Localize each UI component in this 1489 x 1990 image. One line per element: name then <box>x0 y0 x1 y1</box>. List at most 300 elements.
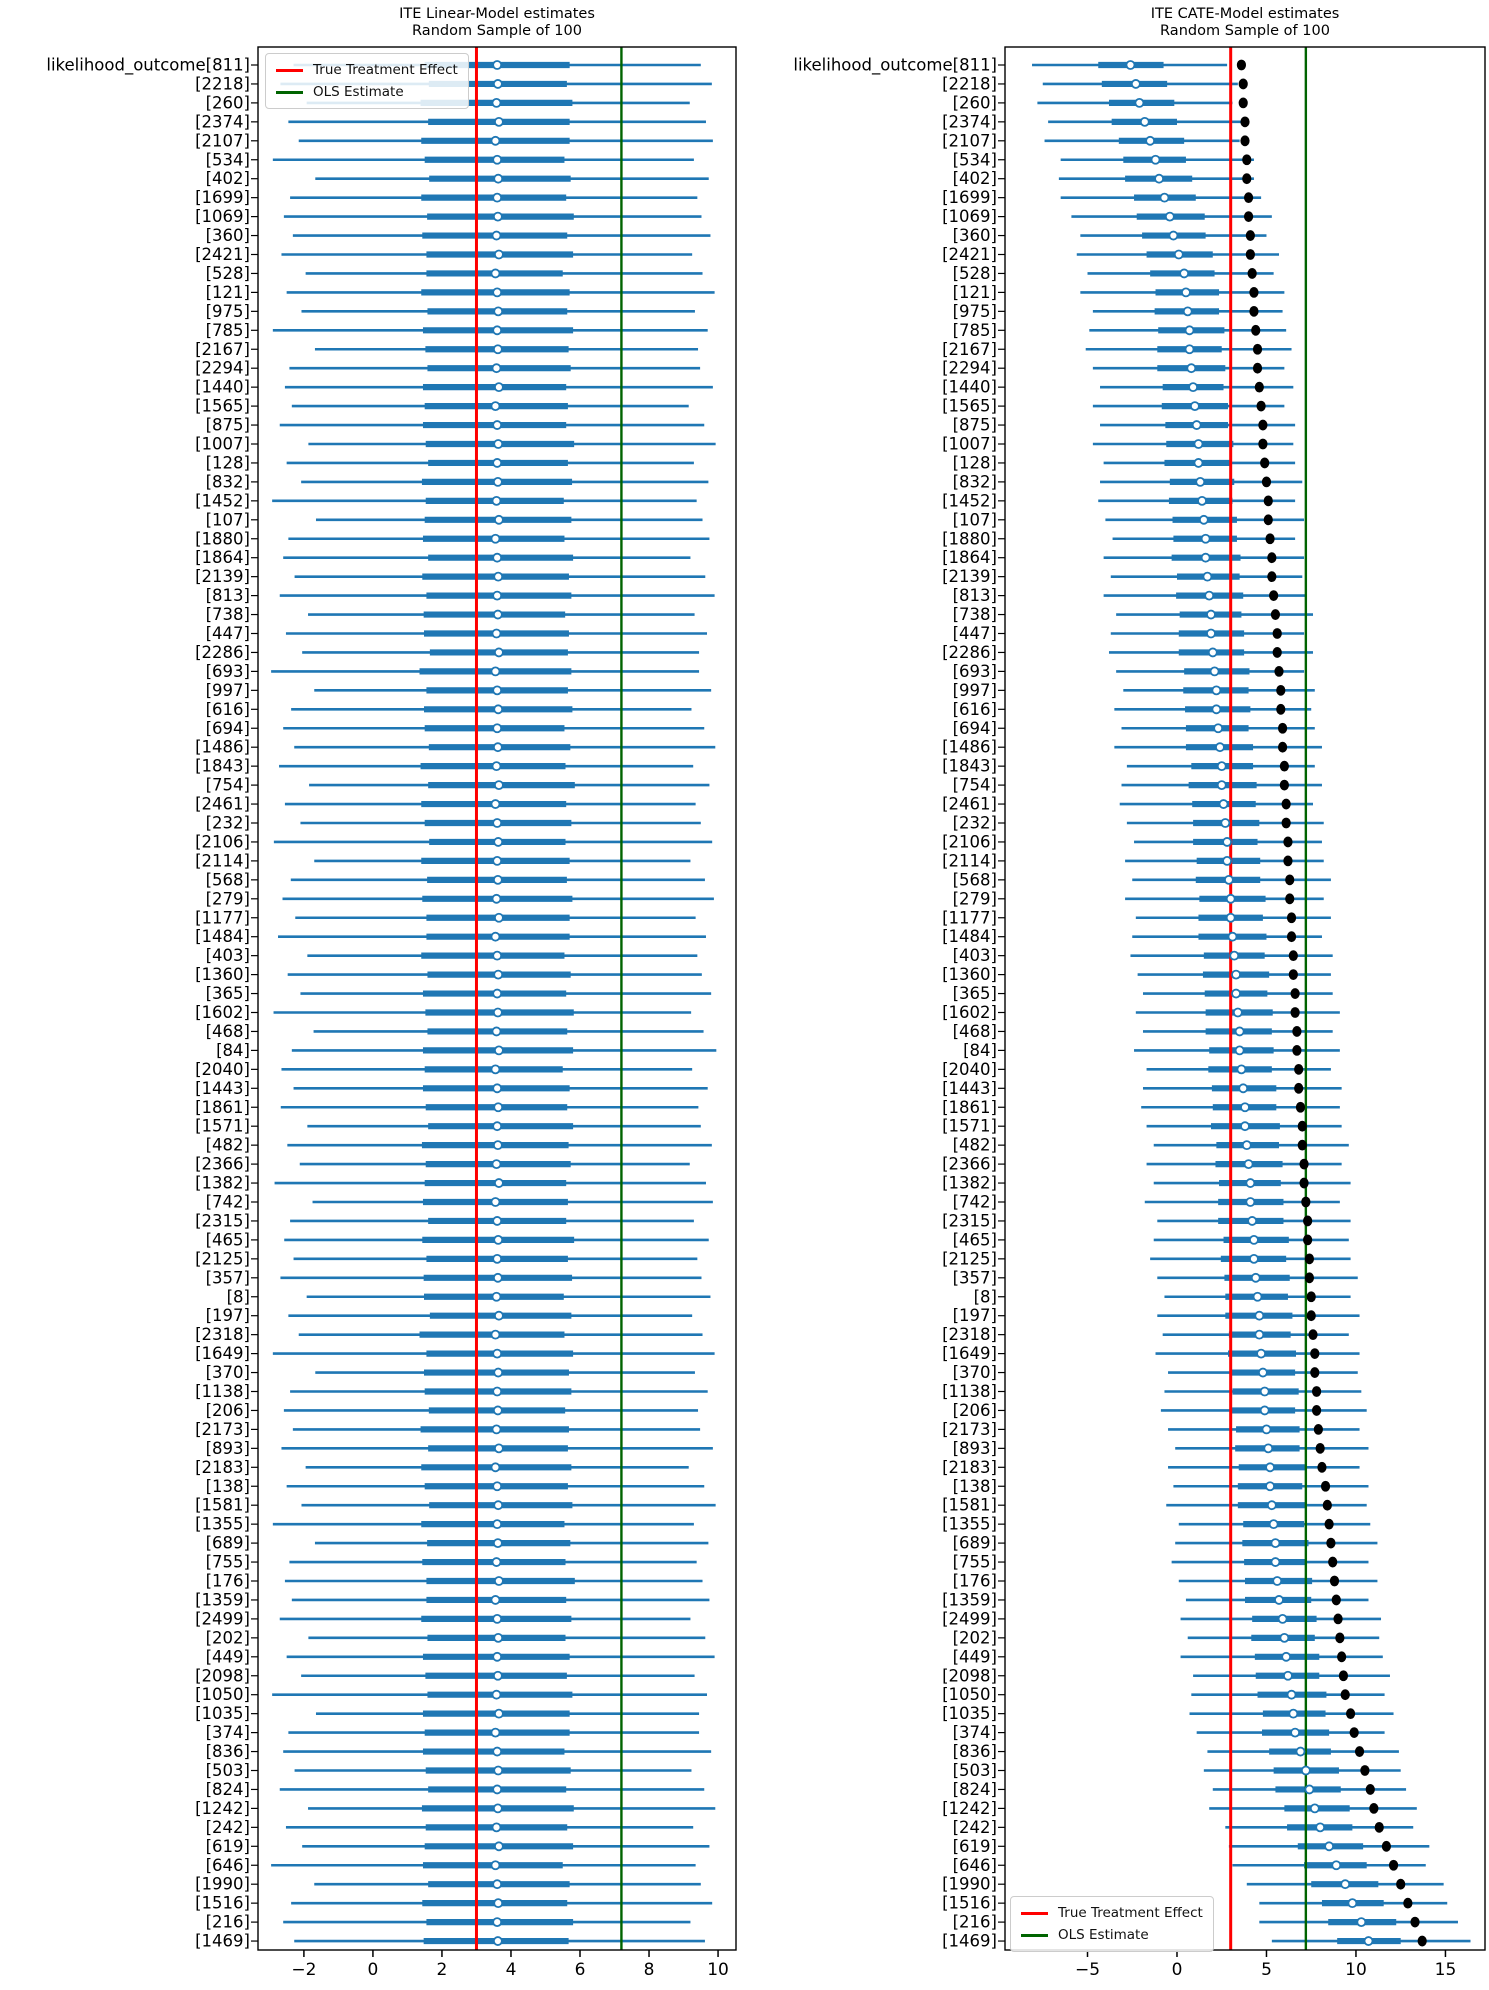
true-ite-dot <box>1291 988 1300 999</box>
true-ite-dot <box>1308 1329 1317 1340</box>
row-label: [836] <box>952 1742 997 1762</box>
true-ite-dot <box>1242 173 1251 184</box>
row-label: [755] <box>205 1552 250 1572</box>
row-label: [2499] <box>942 1609 997 1629</box>
row-label: [1602] <box>942 1003 997 1022</box>
x-tick-label: 8 <box>643 1960 655 1980</box>
row-label: [370] <box>205 1363 250 1383</box>
true-ite-dot <box>1325 1519 1334 1530</box>
row-label: [2114] <box>195 851 250 871</box>
estimate-marker <box>494 1767 502 1775</box>
row-label: [975] <box>952 301 997 321</box>
row-label: [785] <box>205 320 250 340</box>
estimate-marker <box>1357 1918 1365 1926</box>
row-label: [1699] <box>195 188 250 208</box>
true-ite-dot <box>1273 628 1282 639</box>
true-ite-dot <box>1267 571 1276 582</box>
row-label: [893] <box>205 1438 250 1458</box>
true-ite-dot <box>1242 154 1251 165</box>
estimate-marker <box>1186 345 1194 353</box>
row-label: [528] <box>205 263 250 283</box>
true-effect-line-swatch <box>1021 1912 1048 1915</box>
true-ite-dot <box>1271 609 1280 620</box>
true-ite-dot <box>1332 1595 1341 1606</box>
row-label: [1138] <box>942 1382 997 1401</box>
estimate-marker <box>492 1558 500 1566</box>
row-label: [2040] <box>195 1059 250 1079</box>
estimate-marker <box>1305 1785 1313 1793</box>
true-ite-dot <box>1239 79 1248 90</box>
row-label: [468] <box>205 1021 250 1041</box>
right-chart-title-line2: Random Sample of 100 <box>1160 22 1330 39</box>
true-ite-dot <box>1346 1708 1355 1719</box>
row-label: [2315] <box>942 1211 997 1231</box>
estimate-marker <box>491 1331 499 1339</box>
estimate-marker <box>493 1880 501 1888</box>
estimate-marker <box>493 459 501 467</box>
row-label: [465] <box>205 1230 250 1250</box>
row-label: [403] <box>205 946 250 966</box>
row-label: [1571] <box>195 1116 250 1136</box>
row-label: [534] <box>205 150 250 170</box>
true-ite-dot <box>1274 666 1283 677</box>
true-ite-dot <box>1285 874 1294 885</box>
row-label: [232] <box>205 813 250 833</box>
row-label: [1516] <box>942 1893 997 1913</box>
estimate-marker <box>493 1388 501 1396</box>
true-ite-dot <box>1257 401 1266 412</box>
row-label: [1602] <box>195 1003 250 1022</box>
x-tick-label: 15 <box>1434 1960 1457 1980</box>
row-label: [568] <box>205 870 250 890</box>
row-label: [2139] <box>195 567 250 587</box>
row-label: [1699] <box>942 188 997 208</box>
estimate-marker <box>1218 762 1226 770</box>
row-label: [2107] <box>195 131 250 151</box>
true-ite-dot <box>1249 306 1258 317</box>
estimate-marker <box>495 648 503 656</box>
row-label: [619] <box>952 1836 997 1856</box>
estimate-marker <box>1180 269 1188 277</box>
estimate-marker <box>1227 914 1235 922</box>
estimate-marker <box>494 971 502 979</box>
estimate-marker <box>494 80 502 88</box>
row-label: [2315] <box>195 1211 250 1231</box>
estimate-marker <box>491 1198 499 1206</box>
estimate-marker <box>494 876 502 884</box>
row-label: [1990] <box>195 1874 250 1894</box>
legend-label-ols: OLS Estimate <box>1058 1927 1149 1943</box>
row-label: [1035] <box>195 1704 250 1724</box>
estimate-marker <box>1266 1463 1274 1471</box>
estimate-marker <box>1225 876 1233 884</box>
estimate-marker <box>491 800 499 808</box>
estimate-marker <box>495 1444 503 1452</box>
row-label: [128] <box>205 453 250 473</box>
row-label: [242] <box>952 1817 997 1837</box>
row-label: [2125] <box>942 1249 997 1269</box>
estimate-marker <box>494 743 502 751</box>
estimate-marker <box>1207 630 1215 638</box>
estimate-marker <box>493 1520 501 1528</box>
estimate-marker <box>494 478 502 486</box>
estimate-marker <box>494 1899 502 1907</box>
row-label: [1516] <box>195 1893 250 1913</box>
true-ite-dot <box>1287 931 1296 942</box>
true-ite-dot <box>1292 1026 1301 1037</box>
estimate-marker <box>1202 535 1210 543</box>
row-label: [403] <box>952 946 997 966</box>
row-label: [2218] <box>195 74 250 94</box>
true-ite-dot <box>1314 1424 1323 1435</box>
estimate-marker <box>492 497 500 505</box>
estimate-marker <box>1169 232 1177 240</box>
estimate-marker <box>1268 1501 1276 1509</box>
x-tick-label: 10 <box>1345 1960 1367 1980</box>
row-label: [1007] <box>195 434 250 454</box>
row-label: [260] <box>205 93 250 113</box>
estimate-marker <box>495 1179 503 1187</box>
true-ite-dot <box>1369 1803 1378 1814</box>
row-label: [370] <box>952 1363 997 1383</box>
row-label: [84] <box>963 1040 997 1060</box>
row-label: [8] <box>973 1287 997 1307</box>
estimate-marker <box>1264 1444 1272 1452</box>
true-ite-dot <box>1246 230 1255 241</box>
estimate-marker <box>1152 156 1160 164</box>
row-label: [1069] <box>195 207 250 227</box>
estimate-marker <box>493 421 501 429</box>
true-ite-dot <box>1289 969 1298 980</box>
true-ite-dot <box>1418 1936 1427 1947</box>
estimate-marker <box>1254 1293 1262 1301</box>
estimate-marker <box>1271 1539 1279 1547</box>
row-label: [694] <box>205 718 250 738</box>
row-label: [138] <box>205 1476 250 1496</box>
estimate-marker <box>1135 99 1143 107</box>
x-tick-label: 2 <box>436 1960 448 1980</box>
x-tick-label: 0 <box>367 1960 379 1980</box>
true-ite-dot <box>1260 458 1269 469</box>
estimate-marker <box>494 1501 502 1509</box>
row-label: [1177] <box>942 908 997 928</box>
row-label: [2294] <box>195 358 250 378</box>
estimate-marker <box>495 251 503 259</box>
estimate-marker <box>494 345 502 353</box>
true-ite-dot <box>1298 1121 1307 1132</box>
row-label: likelihood_outcome[811] <box>793 55 997 75</box>
row-label: [1469] <box>942 1931 997 1951</box>
estimate-marker <box>1259 1369 1267 1377</box>
row-label: [1565] <box>942 396 997 416</box>
true-ite-dot <box>1294 1083 1303 1094</box>
estimate-marker <box>1203 573 1211 581</box>
true-ite-dot <box>1299 1178 1308 1189</box>
estimate-marker <box>494 1634 502 1642</box>
true-ite-dot <box>1269 590 1278 601</box>
true-ite-dot <box>1278 723 1287 734</box>
row-label: [1242] <box>195 1798 250 1818</box>
row-label: [1138] <box>195 1382 250 1401</box>
row-label: [1443] <box>942 1078 997 1098</box>
estimate-marker <box>1250 1255 1258 1263</box>
row-label: [754] <box>952 775 997 795</box>
x-tick-label: −5 <box>1074 1960 1101 1980</box>
estimate-marker <box>1223 838 1231 846</box>
row-label: [360] <box>952 226 997 246</box>
row-label: [1843] <box>195 756 250 776</box>
row-label: [2374] <box>195 112 250 132</box>
row-label: [482] <box>952 1135 997 1155</box>
row-label: [1452] <box>942 491 997 511</box>
row-label: [2286] <box>195 642 250 662</box>
estimate-marker <box>1291 1729 1299 1737</box>
row-label: [2139] <box>942 567 997 587</box>
row-label: [279] <box>952 889 997 909</box>
true-ite-dot <box>1237 60 1246 71</box>
true-ite-dot <box>1321 1481 1330 1492</box>
row-label: [832] <box>205 472 250 492</box>
legend-item-ols <box>1021 1924 1203 1946</box>
estimate-marker <box>1191 402 1199 410</box>
estimate-marker <box>1223 857 1231 865</box>
row-label: [197] <box>205 1306 250 1326</box>
row-label: [2125] <box>195 1249 250 1269</box>
true-ite-dot <box>1282 818 1291 829</box>
row-label: [754] <box>205 775 250 795</box>
true-ite-dot <box>1333 1614 1342 1625</box>
true-ite-dot <box>1410 1917 1419 1928</box>
row-label: [216] <box>205 1912 250 1932</box>
true-ite-dot <box>1251 325 1260 336</box>
estimate-marker <box>495 1046 503 1054</box>
estimate-marker <box>1311 1804 1319 1812</box>
estimate-marker <box>495 1842 503 1850</box>
row-label: [176] <box>952 1571 997 1591</box>
row-label: [128] <box>952 453 997 473</box>
estimate-marker <box>1266 1482 1274 1490</box>
true-ite-dot <box>1328 1557 1337 1568</box>
row-label: [1359] <box>195 1590 250 1610</box>
true-ite-dot <box>1280 761 1289 772</box>
row-label: [216] <box>952 1912 997 1932</box>
estimate-marker <box>494 1009 502 1017</box>
estimate-marker <box>493 1785 501 1793</box>
x-tick-label: 10 <box>707 1960 729 1980</box>
row-label: [1565] <box>195 396 250 416</box>
estimate-marker <box>493 288 501 296</box>
estimate-marker <box>1348 1899 1356 1907</box>
estimate-marker <box>493 1653 501 1661</box>
true-ite-dot <box>1240 135 1249 146</box>
row-label: [121] <box>205 282 250 302</box>
row-label: [1382] <box>195 1173 250 1193</box>
true-ite-dot <box>1291 1007 1300 1018</box>
estimate-marker <box>492 1425 500 1433</box>
estimate-marker <box>491 535 499 543</box>
estimate-marker <box>1325 1842 1333 1850</box>
x-tick-label: 6 <box>574 1960 586 1980</box>
row-label: [693] <box>205 661 250 681</box>
true-ite-dot <box>1294 1064 1303 1075</box>
x-tick-label: 5 <box>1261 1960 1272 1980</box>
true-ite-dot <box>1265 533 1274 544</box>
estimate-marker <box>492 99 500 107</box>
estimate-marker <box>494 175 502 183</box>
true-ite-dot <box>1253 363 1262 374</box>
row-label: [534] <box>952 150 997 170</box>
estimate-marker <box>1212 686 1220 694</box>
estimate-marker <box>1273 1577 1281 1585</box>
row-label: [2098] <box>195 1666 250 1686</box>
row-label: [357] <box>205 1268 250 1288</box>
estimate-marker <box>1232 971 1240 979</box>
estimate-marker <box>1250 1236 1258 1244</box>
row-label: [365] <box>205 984 250 1004</box>
estimate-marker <box>1236 1027 1244 1035</box>
row-label: [365] <box>952 984 997 1004</box>
estimate-marker <box>495 383 503 391</box>
row-label: [206] <box>205 1400 250 1420</box>
row-label: [2461] <box>195 794 250 814</box>
legend-label-true-effect: True Treatment Effect <box>1058 1905 1203 1921</box>
true-ite-dot <box>1310 1348 1319 1359</box>
estimate-marker <box>494 307 502 315</box>
legend-label-ols: OLS Estimate <box>313 84 404 100</box>
row-label: [2421] <box>195 245 250 264</box>
estimate-marker <box>491 933 499 941</box>
estimate-marker <box>493 990 501 998</box>
row-label: [1360] <box>195 965 250 985</box>
estimate-marker <box>493 857 501 865</box>
row-label: [528] <box>952 263 997 283</box>
true-ite-dot <box>1326 1538 1335 1549</box>
row-label: [138] <box>952 1476 997 1496</box>
row-label: [975] <box>205 301 250 321</box>
row-label: [1581] <box>942 1495 997 1515</box>
row-label: [1581] <box>195 1495 250 1515</box>
estimate-marker <box>1189 383 1197 391</box>
row-label: [84] <box>216 1040 250 1060</box>
row-label: [1035] <box>942 1704 997 1724</box>
row-label: [785] <box>952 320 997 340</box>
row-label: [2421] <box>942 245 997 264</box>
estimate-marker <box>493 61 501 69</box>
estimate-marker <box>492 895 500 903</box>
estimate-marker <box>492 1691 500 1699</box>
true-ite-dot <box>1249 287 1258 298</box>
row-label: [824] <box>205 1779 250 1799</box>
estimate-marker <box>494 838 502 846</box>
row-label: [2173] <box>195 1419 250 1439</box>
estimate-marker <box>1279 1615 1287 1623</box>
estimate-marker <box>1141 118 1149 126</box>
estimate-marker <box>493 1084 501 1092</box>
legend-item-true-effect <box>1021 1902 1203 1924</box>
row-label: [824] <box>952 1779 997 1799</box>
true-ite-dot <box>1339 1670 1348 1681</box>
row-label: [2098] <box>942 1666 997 1686</box>
row-label: [568] <box>952 870 997 890</box>
estimate-marker <box>1205 592 1213 600</box>
row-label: [2218] <box>942 74 997 94</box>
row-label: [1355] <box>195 1514 250 1534</box>
estimate-marker <box>494 1539 502 1547</box>
estimate-marker <box>495 118 503 126</box>
estimate-marker <box>1282 1653 1290 1661</box>
estimate-marker <box>1221 819 1229 827</box>
estimate-marker <box>494 1141 502 1149</box>
estimate-marker <box>491 1596 499 1604</box>
estimate-marker <box>495 781 503 789</box>
row-label: [1382] <box>942 1173 997 1193</box>
estimate-marker <box>493 686 501 694</box>
estimate-marker <box>493 326 501 334</box>
row-label: [279] <box>205 889 250 909</box>
true-ite-dot <box>1403 1898 1412 1909</box>
estimate-marker <box>1234 1009 1242 1017</box>
estimate-marker <box>1270 1520 1278 1528</box>
row-label: [447] <box>952 624 997 643</box>
row-label: [176] <box>205 1571 250 1591</box>
row-label: [813] <box>205 586 250 606</box>
true-ite-dot <box>1273 647 1282 658</box>
estimate-marker <box>493 1615 501 1623</box>
estimate-marker <box>494 1369 502 1377</box>
row-label: [1360] <box>942 965 997 985</box>
estimate-marker <box>494 1406 502 1414</box>
estimate-marker <box>493 819 501 827</box>
true-ite-dot <box>1305 1253 1314 1264</box>
estimate-marker <box>491 1861 499 1869</box>
estimate-marker <box>1296 1748 1304 1756</box>
true-ite-dot <box>1307 1310 1316 1321</box>
row-label: [242] <box>205 1817 250 1837</box>
row-label: [1864] <box>195 548 250 568</box>
row-label: [449] <box>952 1647 997 1667</box>
true-ite-dot <box>1283 856 1292 867</box>
estimate-marker <box>1243 1141 1251 1149</box>
row-label: [836] <box>205 1742 250 1762</box>
row-label: [689] <box>205 1533 250 1553</box>
estimate-marker <box>494 1236 502 1244</box>
true-ite-dot <box>1307 1291 1316 1302</box>
true-ite-dot <box>1389 1860 1398 1871</box>
estimate-marker <box>1284 1672 1292 1680</box>
estimate-marker <box>494 1804 502 1812</box>
row-label: [202] <box>205 1628 250 1648</box>
row-label: [2499] <box>195 1609 250 1629</box>
x-tick-label: −2 <box>291 1960 317 1980</box>
estimate-marker <box>1200 516 1208 524</box>
true-ite-dot <box>1341 1689 1350 1700</box>
row-label: [813] <box>952 586 997 606</box>
estimate-marker <box>1302 1767 1310 1775</box>
row-label: [1649] <box>195 1344 250 1364</box>
true-ite-dot <box>1312 1386 1321 1397</box>
true-ite-dot <box>1244 211 1253 222</box>
row-label: [2286] <box>942 642 997 662</box>
row-label: [360] <box>205 226 250 246</box>
estimate-marker <box>1255 1331 1263 1339</box>
estimate-marker <box>1155 175 1163 183</box>
estimate-marker <box>1275 1596 1283 1604</box>
row-label: [2106] <box>195 832 250 852</box>
row-label: [2173] <box>942 1419 997 1439</box>
row-label: [646] <box>952 1855 997 1875</box>
row-label: [2183] <box>942 1457 997 1477</box>
estimate-marker <box>495 914 503 922</box>
